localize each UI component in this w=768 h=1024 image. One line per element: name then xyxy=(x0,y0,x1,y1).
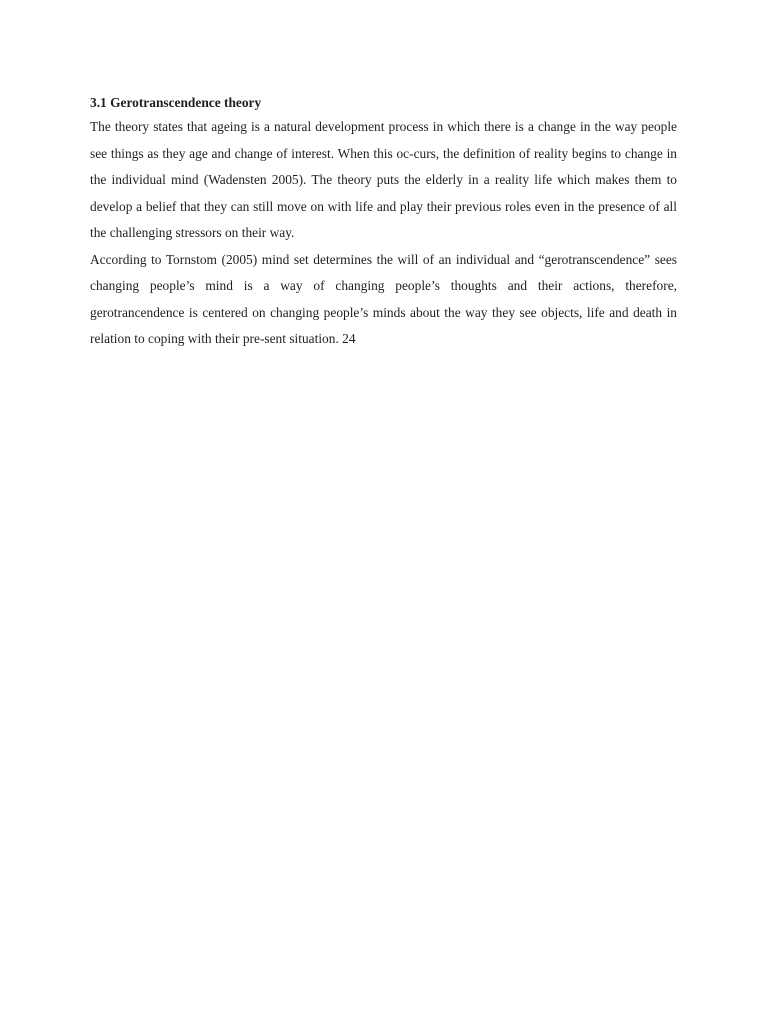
paragraph-2: According to Tornstom (2005) mind set determines the will of an individual and “gerotranscendence” sees changing people’s mind is a way of changing people’s thoughts and their actions, therefore, gerotrancendence is centered on changing people’s minds about the way they see objects, life and death in relation to coping with their pre-sent situation. 24 xyxy=(90,251,677,346)
document-body xyxy=(90,92,677,353)
section-heading: 3.1 Gerotranscendence theory xyxy=(90,95,262,110)
paragraph-1: The theory states that ageing is a natural development process in which there is a change in the way people see things as they age and change of interest. When this oc-curs, the definition of reality begins to change in the individual mind (Wadensten 2005). The theory puts the elderly in a reality life which makes them to develop a belief that they can still move on with life and play their previous roles even in the presence of all the challenging stressors on their way. xyxy=(90,119,677,240)
